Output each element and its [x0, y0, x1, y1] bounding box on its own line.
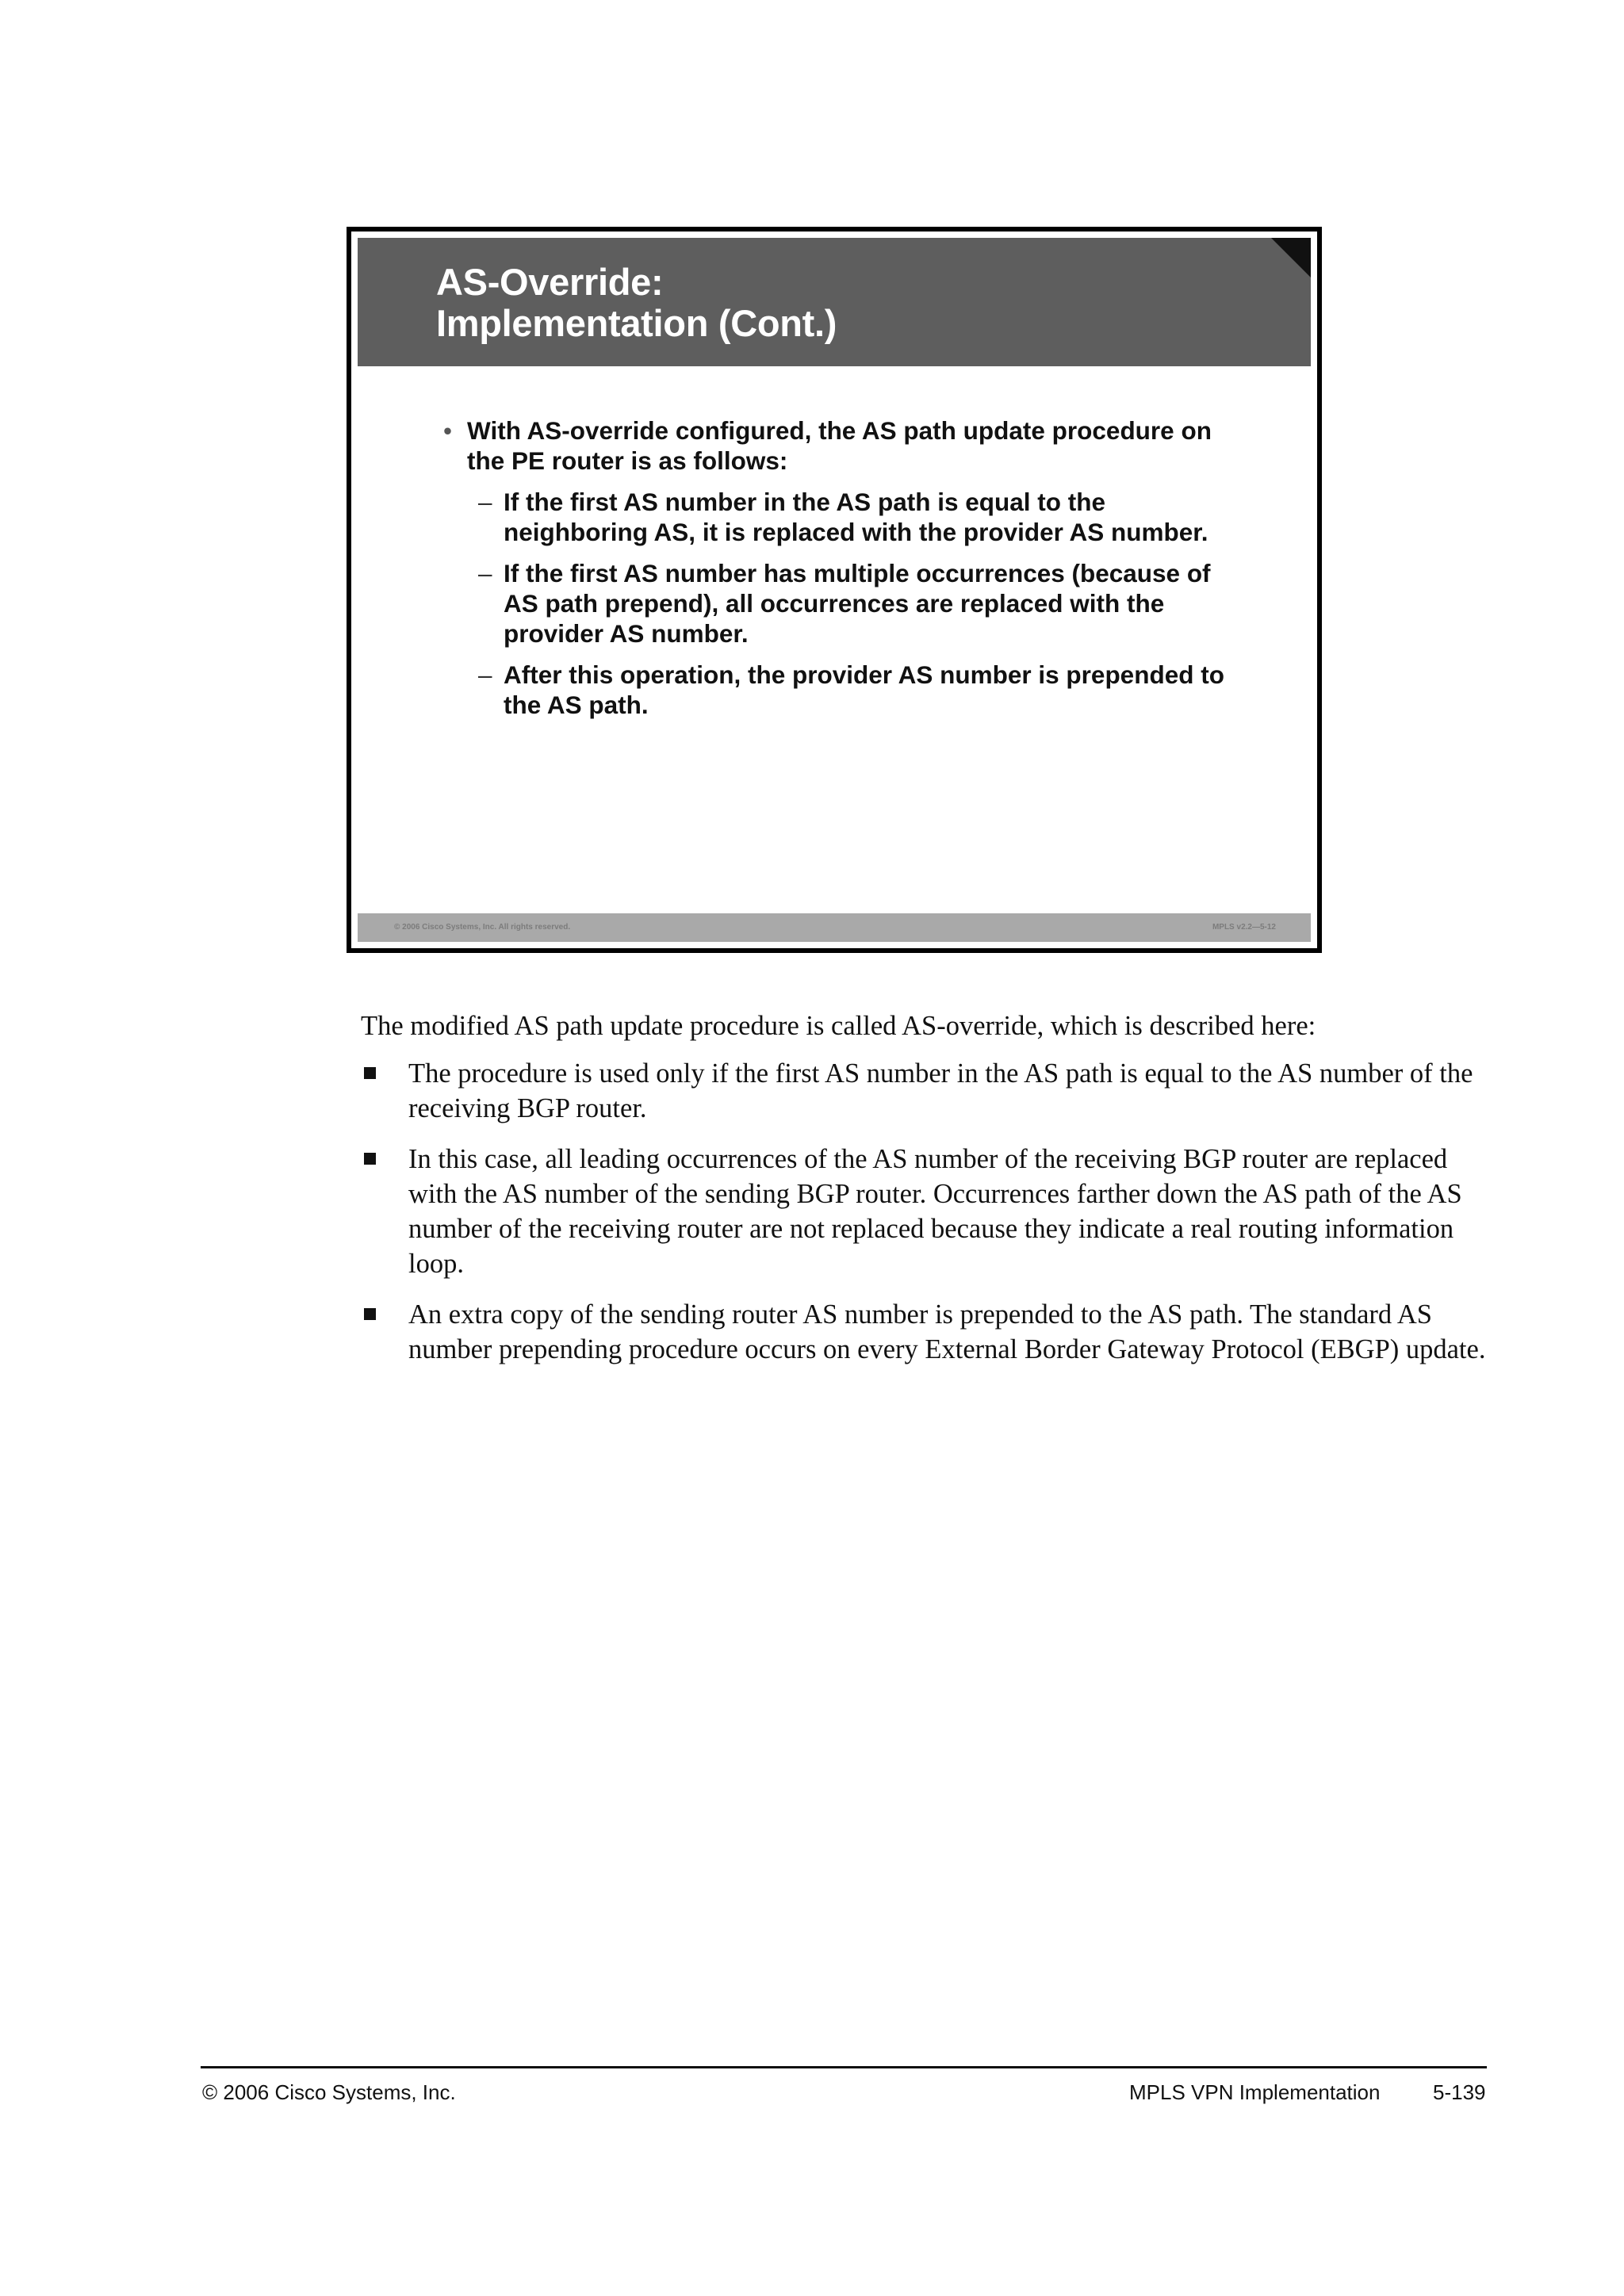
square-bullet-icon [364, 1308, 376, 1320]
list-item-text: An extra copy of the sending router AS number is prepended to the AS path. The standard AS number prepending procedure occurs on every External Border Gateway Protocol (EBGP) update. [408, 1299, 1486, 1364]
slide-corner-triangle [1271, 238, 1311, 277]
slide-bullet-text: With AS-override configured, the AS path update procedure on the PE router is as follows: [467, 416, 1212, 475]
list-item [361, 1142, 1487, 1281]
list-item [361, 1297, 1487, 1367]
footer-page-number: 5-139 [1433, 2080, 1486, 2104]
square-bullet-icon [364, 1153, 376, 1165]
slide-bullet-marker: • [443, 416, 453, 445]
slide-sub-bullet [478, 558, 1244, 649]
slide-sub-bullet-text: After this operation, the provider AS number is prepended to the AS path. [504, 660, 1224, 719]
footer-divider [201, 2066, 1487, 2068]
list-item-text: In this case, all leading occurrences of the AS number of the receiving BGP router are replaced with the AS number of the sending BGP router. Occurrences farther down the AS path of the AS number of the receiving router are not replaced because they indicate a real routing information loop. [408, 1144, 1462, 1279]
slide-title-line-2: Implementation (Cont.) [436, 302, 837, 344]
dash-marker: – [478, 488, 492, 516]
slide-number: MPLS v2.2—5-12 [1212, 923, 1276, 932]
list-item [361, 1056, 1487, 1126]
slide-sub-bullet [478, 487, 1244, 547]
dash-marker: – [478, 559, 492, 587]
slide-sub-bullet-list [443, 487, 1244, 720]
slide-sub-bullet-text: If the first AS number in the AS path is equal to the neighboring AS, it is replaced with the provider AS number. [504, 488, 1208, 546]
dash-marker: – [478, 660, 492, 689]
intro-paragraph: The modified AS path update procedure is called AS-override, which is described here: [361, 1011, 1316, 1041]
slide-body [443, 415, 1244, 731]
slide-sub-bullet-text: If the first AS number has multiple occurrences (because of AS path prepend), all occurrences are replaced with the provider AS number. [504, 559, 1211, 648]
slide-sub-bullet [478, 660, 1244, 720]
slide-figure [347, 227, 1322, 953]
footer-course-title: MPLS VPN Implementation [1129, 2080, 1381, 2104]
slide-canvas [358, 238, 1311, 942]
list-item-text: The procedure is used only if the first AS number in the AS path is equal to the AS number of the receiving BGP router. [408, 1058, 1473, 1123]
slide-title-line-1: AS-Override: [436, 261, 664, 303]
slide-copyright: © 2006 Cisco Systems, Inc. All rights reserved. [394, 923, 571, 932]
square-bullet-icon [364, 1067, 376, 1079]
slide-bullet [443, 415, 1244, 476]
slide-footer-bar [358, 913, 1311, 942]
slide-title-bar [358, 238, 1311, 366]
footer-copyright: © 2006 Cisco Systems, Inc. [202, 2080, 456, 2104]
body-bullet-list [361, 1056, 1487, 1383]
slide-title [436, 262, 837, 344]
